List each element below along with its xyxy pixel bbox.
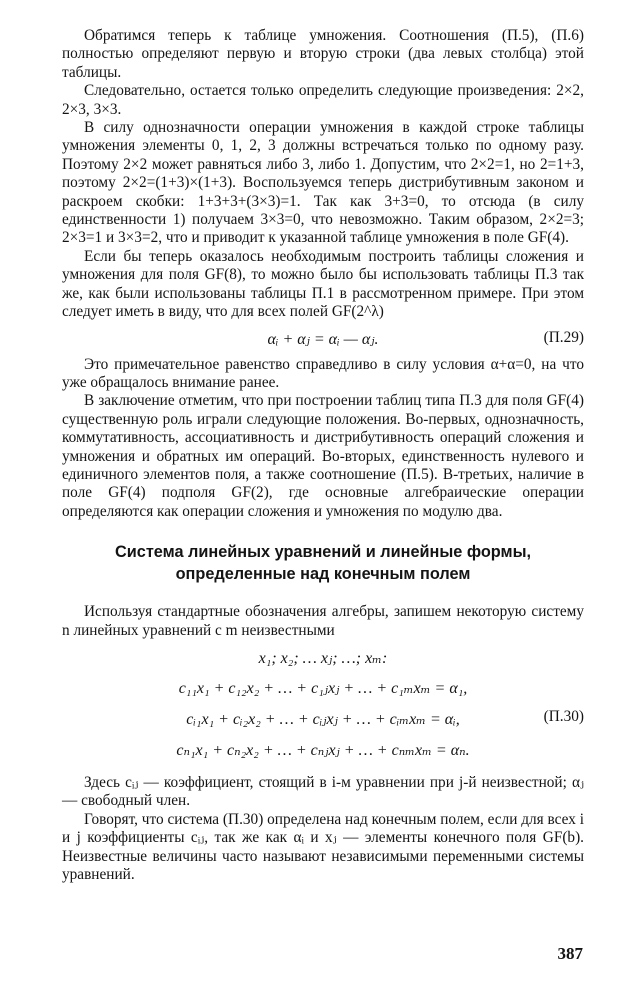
equation-p30-number: (П.30) [543,707,584,725]
paragraph-finite-field-system: Говорят, что система (П.30) определена над конечным полем, если для всех i и j коэффициенты cᵢⱼ, так же как αᵢ и xⱼ — элементы конечного поля GF(b). Неизвестные величины часто называют независимыми переменными системы уравнений. [62,810,584,883]
section-heading-line-2: определенные над конечным полем [175,565,471,584]
equation-p29-number: (П.29) [543,328,584,346]
equation-system-p30 [62,648,584,766]
system-row-i: cᵢ₁x₁ + cᵢ₂x₂ + … + cᵢⱼxⱼ + … + cᵢₘxₘ = αᵢ, [186,710,460,728]
system-unknowns: x₁; x₂; … xⱼ; …; xₘ: [258,649,388,667]
paragraph-gf8-tables: Если бы теперь оказалось необходимым построить таблицы сложения и умножения для поля GF(8), то можно было бы использовать таблицы П.3 так же, как были использованы таблицы П.1 в рассмотренном примере. При этом следует иметь в виду, что для всех полей GF(2^λ) [62,247,584,321]
paragraph-conclusion: В заключение отметим, что при построении таблиц типа П.3 для поля GF(4) существенную роль играли следующие положения. Во-первых, однозначность, коммутативность, ассоциативность и дистрибутивность операций сложения и умножения и обратных им операций. Во-вторых, единственность нулевого и единичного элементов поля, а также соотношение (П.5). В-третьих, наличие в поле GF(4) подполя GF(2), где основные алгебраические операции определяются как операции сложения и умножения по модулю два. [62,392,584,520]
paragraph-system-intro: Используя стандартные обозначения алгебры, запишем некоторую систему n линейных уравнений с m неизвестными [62,603,584,639]
system-row-n: cₙ₁x₁ + cₙ₂x₂ + … + cₙⱼxⱼ + … + cₙₘxₘ = αₙ. [176,741,470,759]
equation-p29-body: αᵢ + αⱼ = αᵢ — αⱼ. [267,330,379,348]
equation-p29 [62,326,584,352]
text-column [62,27,584,884]
paragraph-remarkable-equality: Это примечательное равенство справедливо в силу условия α+α=0, на что уже обращалось внимание ранее. [62,355,584,391]
section-heading-line-1: Система линейных уравнений и линейные формы, [115,543,531,562]
paragraph-multiplication-table: Обратимся теперь к таблице умножения. Соотношения (П.5), (П.6) полностью определяют первую и вторую строки (два левых столбца) этой таблицы. [62,27,584,81]
paragraph-coefficient-definition: Здесь cᵢⱼ — коэффициент, стоящий в i-м уравнении при j-й неизвестной; αⱼ — свободный член. [62,773,584,810]
paragraph-uniqueness-argument: В силу однозначности операции умножения в каждой строке таблицы умножения элементы 0, 1, 2, 3 должны встречаться только по одному разу. Поэтому 2×2 может равняться либо 3, либо 1. Допустим, что 2×2=1, но 2=1+3, поэтому 2×2=(1+3)×(1+3). Воспользуемся теперь дистрибутивным законом и раскроем скобки: 1+3+3+(3×3)=1. Так как 3+3=0, то отсюда (в силу единственности 1) получаем 3×3=0, что невозможно. Таким образом, 2×2=3; 2×3=1 и 3×3=2, что и приводит к указанной таблице умножения в поле GF(4). [62,119,584,247]
page-number: 387 [557,944,583,963]
section-heading [62,541,584,585]
system-row-1: c₁₁x₁ + c₁₂x₂ + … + c₁ⱼxⱼ + … + c₁ₘxₘ = α₁, [178,679,468,697]
paragraph-remaining-products: Следовательно, остается только определить следующие произведения: 2×2, 2×3, 3×3. [62,82,584,118]
